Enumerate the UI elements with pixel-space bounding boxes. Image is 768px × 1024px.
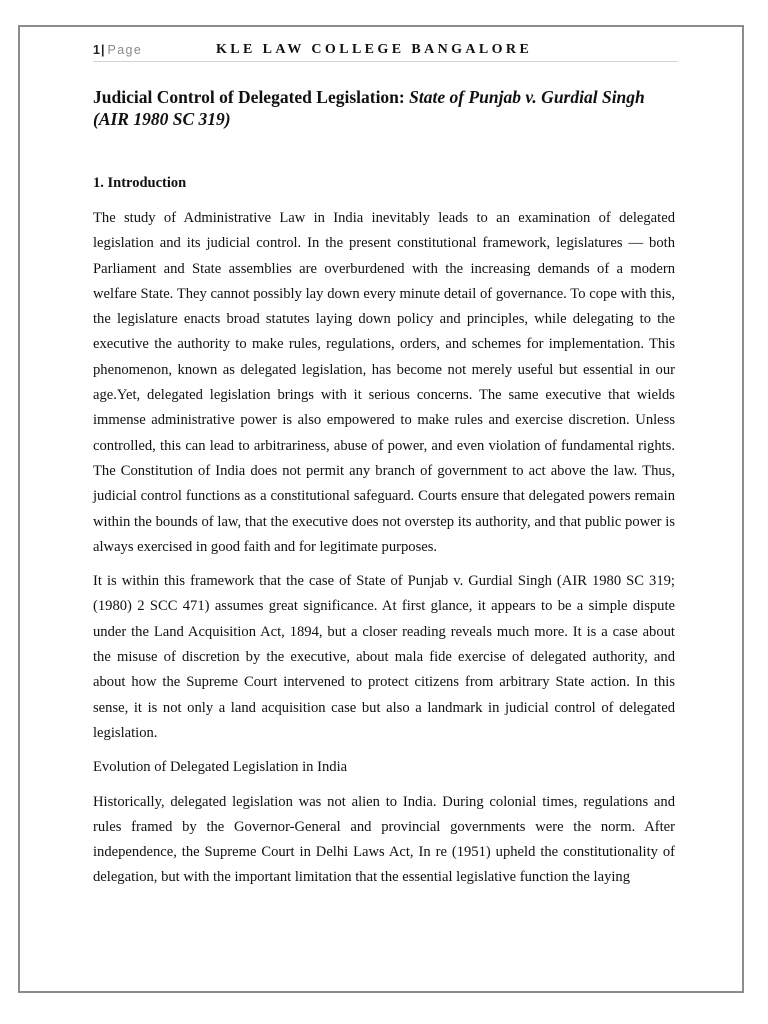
paragraph-2: It is within this framework that the case of State of Punjab v. Gurdial Singh (AIR 1980 SC 319; (1980) 2 SCC 471) assumes great significance. At first glance, it appears to be a simple dispute under the Land Acquisition Act, 1894, but a closer reading reveals much more. It is a case about the misuse of discretion by the executive, about mala fide exercise of delegated authority, and about how the Supreme Court intervened to protect citizens from arbitrary State action. In this sense, it is not only a land acquisition case but also a landmark in judicial control of delegated legislation. (93, 573, 675, 741)
section-body (93, 206, 675, 900)
section-heading: 1. Introduction (93, 175, 187, 191)
title-case-citation: State of Punjab v. Gurdial Singh (AIR 1980 SC 319) (93, 87, 645, 129)
subheading: Evolution of Delegated Legislation in India (93, 759, 348, 776)
page-separator: | (100, 43, 105, 57)
page-number: 1 (93, 43, 100, 57)
page-header (93, 41, 678, 62)
paragraph-3: Historically, delegated legislation was not alien to India. During colonial times, regulations and rules framed by the Governor-General and provincial governments were the norm. After independence, the Supreme Court in Delhi Laws Act, In re (1951) upheld the constitutionality of delegation, but with the important limitation that the essential legislative function the laying (93, 793, 675, 886)
college-name: KLE LAW COLLEGE BANGALORE (216, 42, 533, 57)
page-number-block (93, 43, 142, 57)
page-label: Page (107, 43, 143, 57)
paragraph-1: The study of Administrative Law in India inevitably leads to an examination of delegated legislation and its judicial control. In the present constitutional framework, legislatures — both Parliament and State assemblies are overburdened with the increasing demands of a modern welfare State. They cannot possibly lay down every minute detail of governance. To cope with this, the legislature enacts broad statutes laying down policy and principles, while delegating to the executive the authority to make rules, regulations, orders, and schemes for implementation. This phenomenon, known as delegated legislation, has become not merely useful but essential in our age.Yet, delegated legislation brings with it serious concerns. The same executive that wields immense administrative power is also empowered to make rules and exercise discretion. Unless controlled, this can lead to arbitrariness, abuse of power, and even violation of fundamental rights. The Constitution of India does not permit any branch of government to act above the law. Thus, judicial control functions as a constitutional safeguard. Courts ensure that delegated powers remain within the bounds of law, that the executive does not overstep its authority, and that public power is always exercised in good faith and for legitimate purposes. (93, 210, 675, 555)
document-body (93, 86, 675, 886)
document-title (93, 86, 675, 130)
title-plain: Judicial Control of Delegated Legislation: (93, 87, 410, 107)
